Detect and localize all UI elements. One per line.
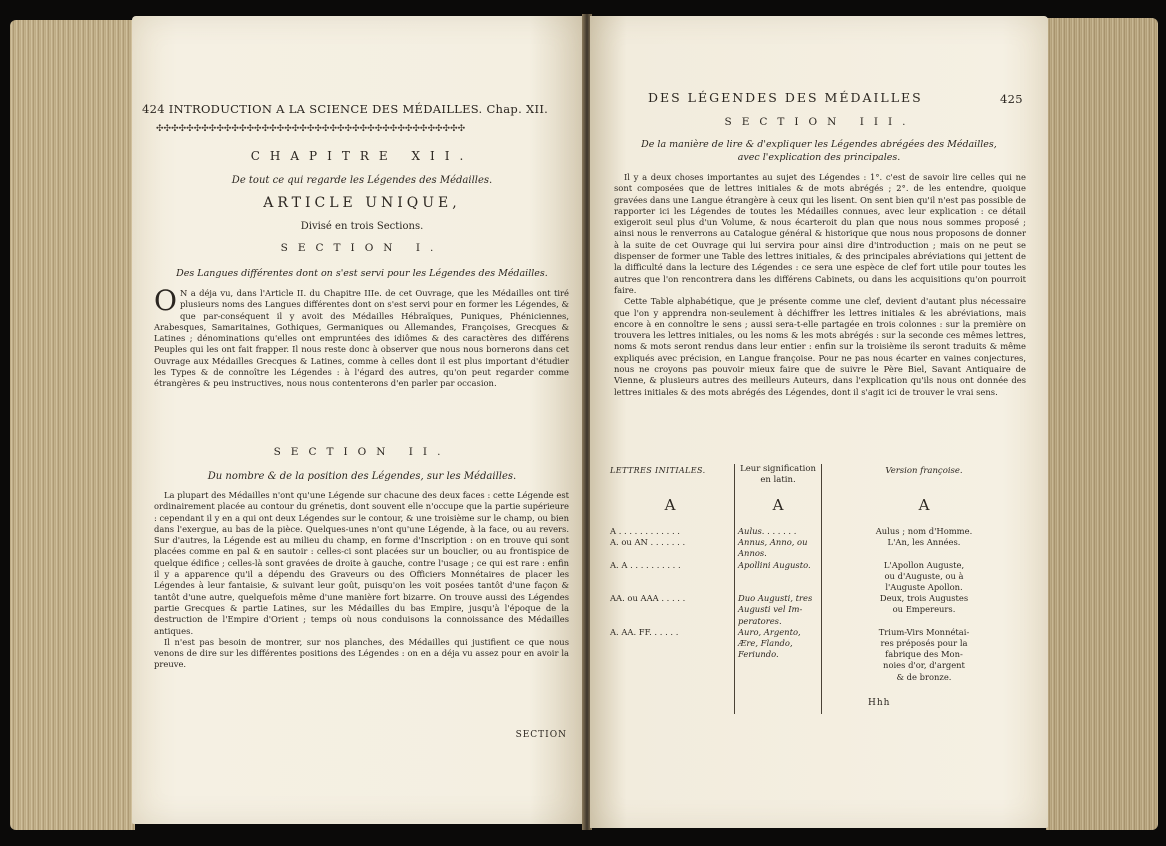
article-subtitle: Divisé en trois Sections. (300, 221, 424, 232)
row-latin: Annus, Anno, ou (738, 537, 808, 548)
row-initials: A . . . . . . . . . . . . (610, 526, 680, 536)
page-number: 425 (1000, 92, 1023, 106)
row-initials: AA. ou AAA . . . . . (610, 593, 686, 604)
row-french: L'Apollon Auguste, (883, 559, 965, 570)
row-latin: Feriundo. (738, 649, 779, 660)
col-initials-header: LETTRES INITIALES. (610, 466, 706, 475)
row-french: noies d'or, d'argent (883, 660, 965, 671)
row-french: Aulus ; nom d'Homme. (875, 526, 973, 536)
section-1-subtitle: Des Langues différentes dont on s'est servi pour les Légendes des Médailles. (176, 268, 548, 279)
col-latin-header-line-1: Leur signification (740, 464, 816, 474)
section-1-title: SECTION I. (280, 242, 444, 254)
right-page (590, 16, 1048, 828)
row-latin: Duo Augusti, tres (738, 593, 813, 604)
right-running-header: DES LÉGENDES DES MÉDAILLES (648, 90, 923, 105)
row-french: Deux, trois Augustes (879, 593, 969, 604)
section-3-text (614, 172, 1026, 398)
row-french: ou Empereurs. (892, 604, 956, 615)
col-latin-header-line-2: en latin. (760, 475, 796, 485)
row-initials: A. ou AN . . . . . . . (610, 537, 686, 548)
row-french: Trium-Virs Monnétai- (878, 626, 970, 637)
row-french: fabrique des Mon- (885, 649, 963, 660)
left-page-edges (10, 20, 135, 830)
section-2-paragraph-2: Il n'est pas besoin de montrer, sur nos planches, des Médailles qui justifient ce que nous venons de dire sur les différentes positions des Légendes : on en a déja vu assez pour en avoir la preuve. (154, 636, 569, 670)
row-latin: Aulus. . . . . . . (738, 526, 797, 536)
abbreviation-table (608, 464, 1036, 724)
article-title: ARTICLE UNIQUE, (263, 195, 461, 211)
section-3-paragraph-2: Cette Table alphabétique, que je présente comme une clef, devient d'autant plus nécessaire que l'on y apprendra non-seulement à déchiffrer les lettres initiales & les abréviations, mais encore à en connoître le sens ; aussi sera-t-elle partagée en trois colonnes : sur la première on trouvera les lettres initiales, ou les noms & les mots abrégés : sur la seconde ces mêmes lettres, noms & mots seront rendus dans leur entier : enfin sur la troisième ils seront traduits & même expliqués avec précision, en Langue françoise. Pour ne pas nous écarter en vaines conjectures, nous ne croyons pas pouvoir mieux faire que de suivre le Père Biel, Savant Antiquaire de Vienne, & plusieurs autres des meilleurs Auteurs, dans l'explication qu'ils nous ont donnée des lettres initiales & des mots abrégés des Légendes, dont il s'agit ici de trouver le vrai sens. (614, 296, 1026, 397)
col-french-header: Version françoise. (885, 466, 963, 476)
left-running-header: 424 INTRODUCTION A LA SCIENCE DES MÉDAILLES. Chap. XII. (142, 102, 549, 116)
row-latin: Apollini Augusto. (738, 559, 811, 570)
catchword: SECTION (515, 730, 567, 740)
section-2-text (154, 490, 569, 671)
row-french: & de bronze. (896, 671, 952, 682)
row-french: L'An, les Années. (887, 537, 961, 548)
row-latin: Ære, Flando, (738, 638, 793, 648)
section-2-title: SECTION II. (273, 446, 451, 458)
section-3-subtitle-line-1: De la manière de lire & d'expliquer les Légendes abrégées des Médailles, (641, 139, 997, 150)
row-french: ou d'Auguste, ou à (884, 570, 964, 581)
row-latin: Annos. (738, 548, 767, 559)
chapter-title: CHAPITRE XII. (250, 149, 474, 163)
row-latin: peratores. (738, 615, 782, 626)
row-initials: A. A . . . . . . . . . . (610, 559, 681, 570)
section-2-subtitle: Du nombre & de la position des Légendes, sur les Médailles. (207, 471, 517, 482)
drop-cap: O (154, 284, 177, 317)
letter-a-col-3: A (918, 496, 930, 514)
section-3-subtitle-line-2: avec l'explication des principales. (737, 152, 901, 163)
section-3-title: SECTION III. (724, 116, 916, 128)
chapter-subtitle: De tout ce qui regarde les Légendes des Médailles. (231, 175, 493, 186)
section-1-text: O N a déja vu, dans l'Article II. du Chapitre IIIe. de cet Ouvrage, que les Médailles ont tiré plusieurs noms des Langues différentes dont on s'est servi pour en former les Légendes, & que par-conséquent il y avoit des Médailles Hébraïques, Puniques, Phéniciennes, Arabesques, Samaritaines, Gothiques, Germaniques ou Allemandes, Françoises, Grecques & Latines ; dénominations qu'elles ont empruntées des idiômes & des caractères des différens Peuples qui les ont fait frapper. Il nous reste donc à observer que nous nous bornerons dans cet Ouvrage aux Médailles Grecques & Latines, comme à celles dont il est plus important d'étudier les Types & de connoître les Légendes : à l'égard des autres, qu'on peut regarder comme étrangères & peu instructives, nous nous contenterons d'en parler par occasion. (154, 284, 569, 389)
left-page (132, 16, 584, 824)
table-divider-1 (734, 464, 735, 714)
section-3-paragraph-1: Il y a deux choses importantes au sujet des Légendes : 1°. c'est de savoir lire celles qui ne sont composées que de lettres initiales & de mots abrégés ; 2°. de les entendre, quoique gravées dans une Langue étrangère à ceux qui les lisent. On sent bien qu'il n'est pas possible de rapporter ici les Légendes de toutes les Médailles connues, avec leur explication : ce détail exigeroit seul plus d'un Volume, & nous écarteroit du plan que nous nous sommes proposé ; ainsi nous le renverrons au Catalogue général & historique que nous nous proposons de donner à la suite de cet Ouvrage qui lui servira pour ainsi dire d'introduction ; mais on ne peut se dispenser de former une Table des lettres initiales, & des principales abréviations qui jettent de la difficulté dans la lecture des Légendes : ce sera une espèce de clef fort utile pour toutes les autres que l'on rencontrera dans les différens Cabinets, ou dans les acquisitions qu'on pourroit faire. (614, 172, 1026, 295)
row-french: l'Auguste Apollon. (885, 582, 963, 592)
row-latin: Auro, Argento, (738, 626, 801, 637)
ornament-band: ✣✣✣✣✣✣✣✣✣✣✣✣✣✣✣✣✣✣✣✣✣✣✣✣✣✣✣✣✣✣✣✣✣✣✣✣✣✣✣✣✣ (156, 124, 466, 134)
signature-mark: Hhh (868, 698, 891, 708)
row-initials: A. AA. FF. . . . . . (610, 626, 679, 637)
row-latin: Augusti vel Im- (738, 604, 803, 615)
section-2-paragraph-1: La plupart des Médailles n'ont qu'une Légende sur chacune des deux faces : cette Légende est ordinairement placée au contour du grénetis, dont souvent elle n'occupe que la partie supérieure : cependant il y en a qui ont deux Légendes sur le contour, & une troisième sur le champ, ou bien dans l'exergue, au bas de la pièce. Quelques-unes n'ont qu'une Légende, à la face, ou au revers. Sur d'autres, la Légende est au milieu du champ, en forme d'Inscription : on en trouve qui sont placées comme en pal & en sautoir : celles-ci sont placées sur un bouclier, ou au frontispice de quelque édifice ; celles-là sont gravées de droite à gauche, contre l'usage ; ce qui est rare : enfin il y a apparence qu'il a dépendu des Graveurs ou des Officiers Monnétaires de placer les Légendes à leur fantaisie, & suivant leur goût, puisqu'on les voit posées tantôt d'une façon & tantôt d'une autre, quelquefois même d'une manière fort bizarre. On trouve aussi des Légendes partie Grecques & partie Latines, sur les Médailles du bas Empire, jusqu'à l'époque de la destruction de l'Empire d'Orient ; temps où nous conduisons la connoissance des Médailles antiques. (154, 490, 569, 636)
right-page-edges (1046, 18, 1158, 830)
table-divider-2 (821, 464, 822, 714)
letter-a-col-1: A (664, 496, 676, 514)
row-french: res préposés pour la (880, 638, 968, 648)
letter-a-col-2: A (772, 496, 784, 514)
